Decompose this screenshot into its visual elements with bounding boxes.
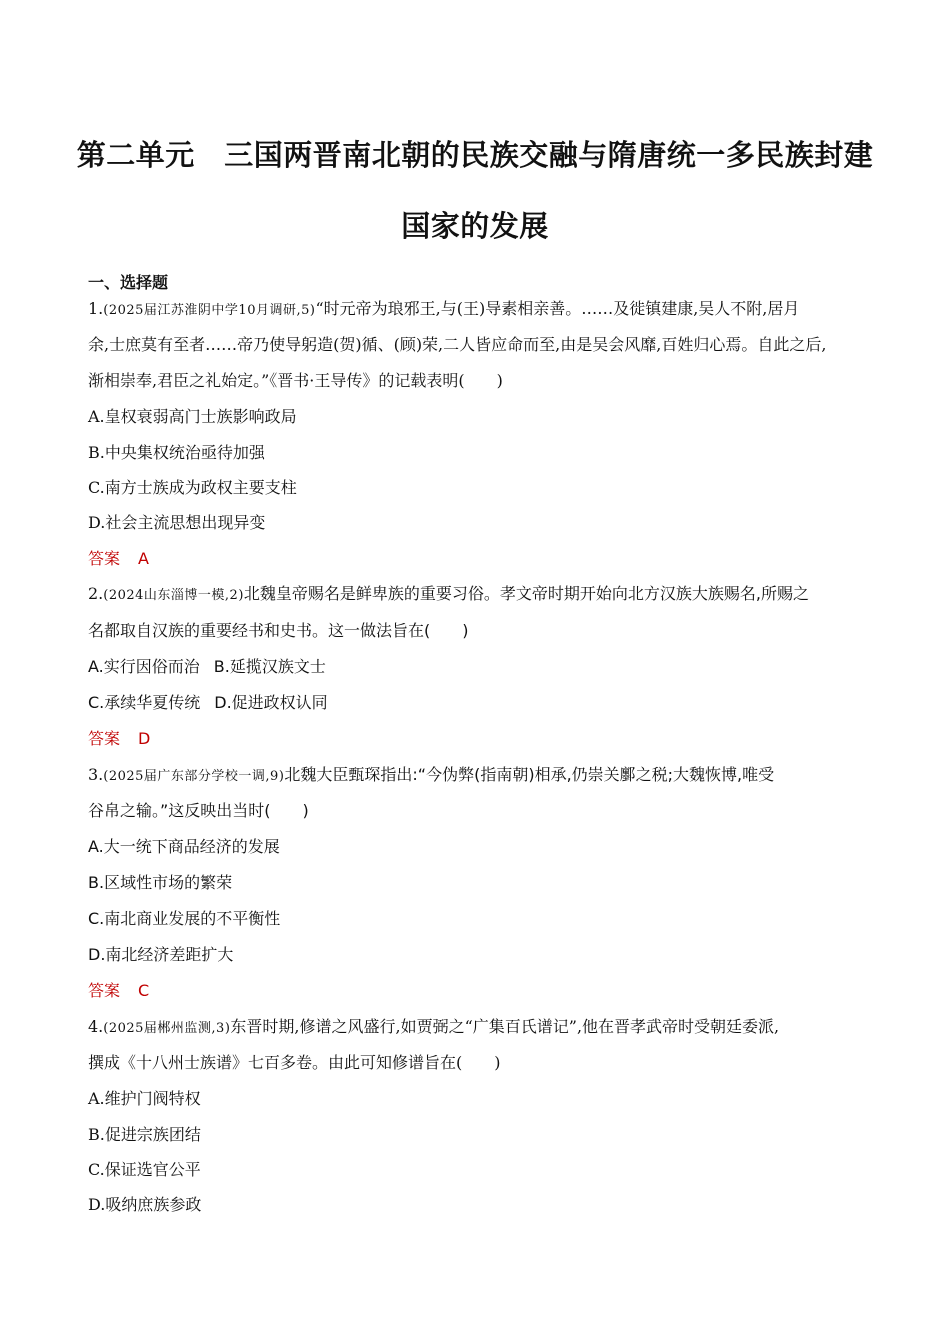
q2-option-a: A.实行因俗而治 (88, 657, 200, 676)
q4-number: 4. (88, 1017, 104, 1036)
q1-option-c: C.南方士族成为政权主要支柱 (88, 478, 297, 497)
q3-option-d: D.南北经济差距扩大 (88, 945, 234, 964)
q1-line2: 余,士庶莫有至者……帝乃使导躬造(贺)循、(顾)荣,二人皆应命而至,由是吴会风靡,百姓归心焉。自此之后, (88, 335, 827, 354)
q4-source: (2025届郴州监测,3) (103, 1021, 231, 1036)
q3-option-a: A.大一统下商品经济的发展 (88, 837, 280, 856)
q4-option-b: B.促进宗族团结 (88, 1125, 201, 1144)
q2-answer-label: 答案 (88, 729, 121, 748)
q3-text-1: 北魏大臣甄琛指出:“今伪弊(指南朝)相承,仍崇关鄽之税;大魏恢博,唯受 (284, 765, 775, 784)
q1-source: (2025届江苏淮阴中学10月调研,5) (103, 303, 316, 318)
q2-answer-value: D (138, 729, 151, 748)
q4-option-c: C.保证选官公平 (88, 1160, 201, 1179)
q3-answer-label: 答案 (88, 981, 121, 1000)
q2-line1 (88, 581, 809, 604)
q1-option-a: A.皇权衰弱高门士族影响政局 (88, 407, 297, 426)
q3-number: 3. (88, 765, 104, 784)
q1-option-b: B.中央集权统治亟待加强 (88, 443, 265, 462)
q1-text-1: “时元帝为琅邪王,与(王)导素相亲善。……及徙镇建康,吴人不附,居月 (315, 299, 800, 318)
q3-line1 (88, 762, 774, 785)
q2-options-row1 (88, 654, 326, 677)
q1-number: 1. (88, 299, 104, 318)
q1-line1 (88, 296, 799, 319)
q3-option-b: B.区域性市场的繁荣 (88, 873, 233, 892)
q2-option-c: C.承续华夏传统 (88, 693, 201, 712)
q2-source: (2024山东淄博一模,2) (103, 588, 244, 603)
q4-option-d: D.吸纳庶族参政 (88, 1195, 202, 1214)
q3-line2: 谷帛之输。”这反映出当时( ) (88, 801, 309, 820)
q2-text-1: 北魏皇帝赐名是鲜卑族的重要习俗。孝文帝时期开始向北方汉族大族赐名,所赐之 (243, 584, 809, 603)
q2-option-d: D.促进政权认同 (214, 693, 328, 712)
q2-number: 2. (88, 584, 104, 603)
q1-line3: 渐相崇奉,君臣之礼始定。”《晋书·王导传》的记载表明( ) (88, 371, 503, 390)
q2-line2: 名都取自汉族的重要经书和史书。这一做法旨在( ) (88, 621, 469, 640)
q1-answer (88, 546, 149, 569)
q2-answer (88, 726, 150, 749)
document-title-line2: 国家的发展 (401, 209, 549, 243)
q1-answer-label: 答案 (88, 549, 121, 568)
q1-option-d: D.社会主流思想出现异变 (88, 513, 266, 532)
q4-option-a: A.维护门阀特权 (88, 1089, 201, 1108)
section-heading: 一、选择题 (88, 273, 169, 292)
q3-answer (88, 978, 149, 1001)
q4-line2: 撰成《十八州士族谱》七百多卷。由此可知修谱旨在( ) (88, 1053, 501, 1072)
q2-options-row2 (88, 690, 328, 713)
q3-answer-value: C (138, 981, 150, 1000)
document-title-line1: 第二单元 三国两晋南北朝的民族交融与隋唐统一多民族封建 (76, 138, 874, 172)
q3-option-c: C.南北商业发展的不平衡性 (88, 909, 281, 928)
q1-answer-value: A (138, 549, 149, 568)
q3-source: (2025届广东部分学校一调,9) (103, 769, 285, 784)
q4-text-1: 东晋时期,修谱之风盛行,如贾弼之“广集百氏谱记”,他在晋孝武帝时受朝廷委派, (230, 1017, 780, 1036)
q2-option-b: B.延揽汉族文士 (213, 657, 326, 676)
q4-line1 (88, 1014, 779, 1037)
